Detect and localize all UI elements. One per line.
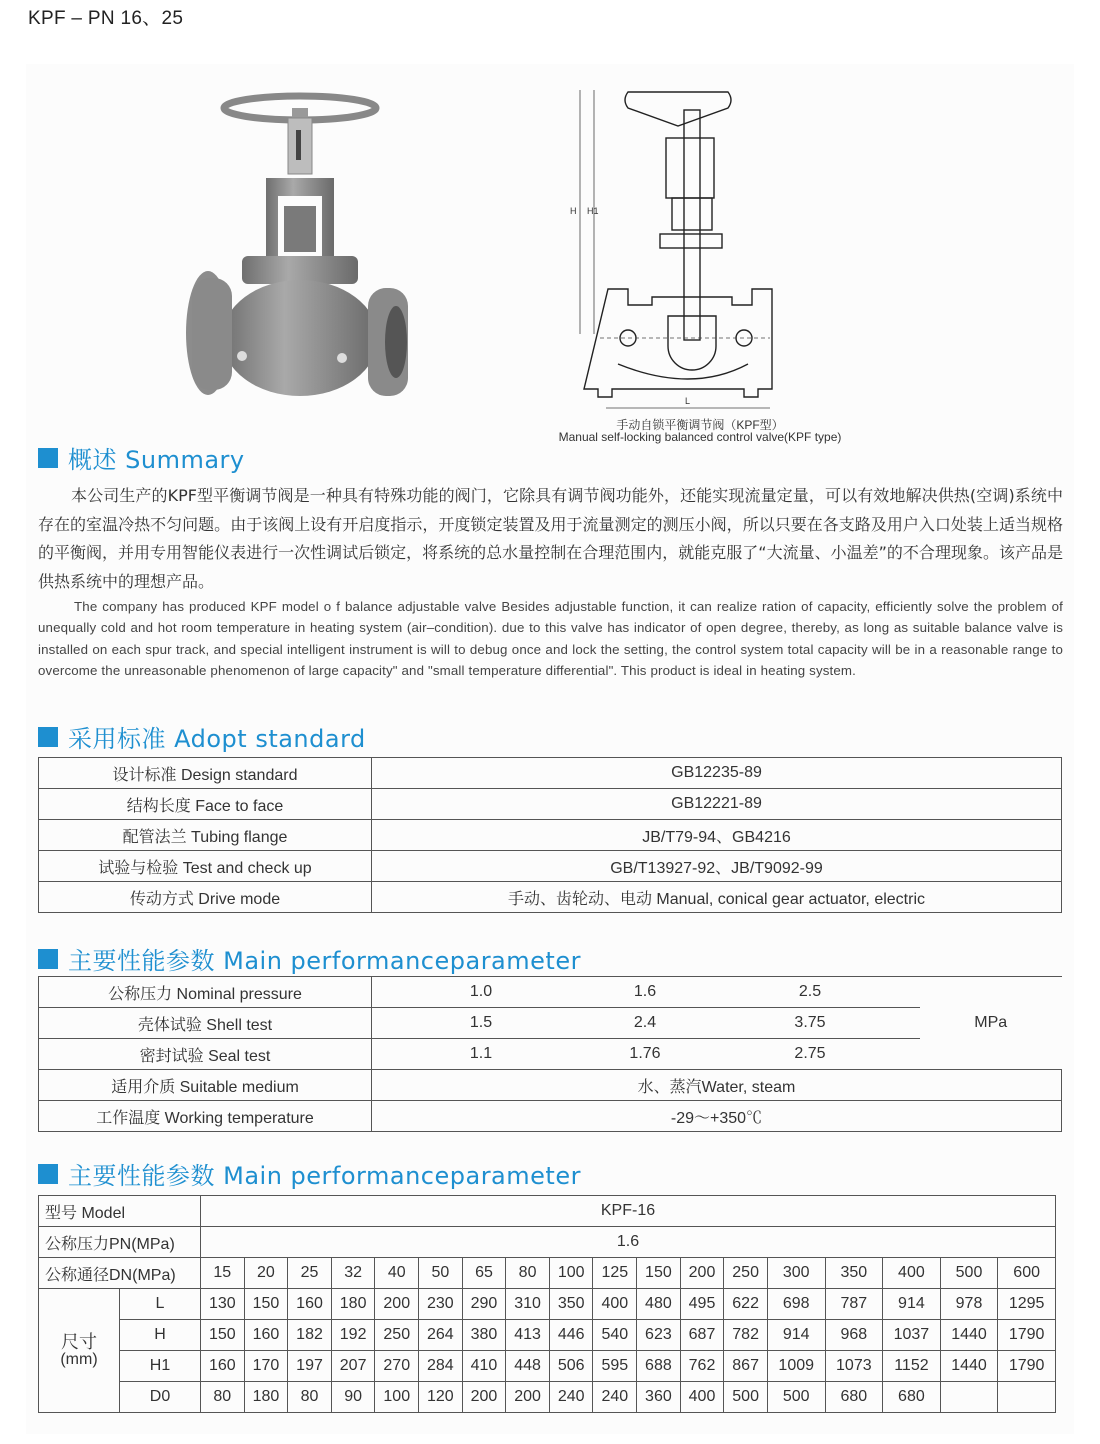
cell-value: JB/T79-94、GB4216	[372, 820, 1062, 851]
table-row	[39, 1196, 1056, 1227]
dimension-value: 1073	[825, 1351, 883, 1382]
valve-drawing	[560, 84, 800, 420]
dimension-value: 160	[288, 1289, 332, 1320]
cell-label: 传动方式 Drive mode	[39, 882, 372, 913]
cell-value: 3.75	[700, 1008, 920, 1039]
dimension-value: 978	[940, 1289, 998, 1320]
summary-cn-text: 本公司生产的KPF型平衡调节阀是一种具有特殊功能的阀门，它除具有调节阀功能外，还能实现流量定量，可以有效地解决供热(空调)系统中存在的室温冷热不匀问题。由于该阀上设有开启度指示，开度锁定装置及用于流量测定的测压小阀，所以只要在各支路及用户入口处装上适当规格的平衡阀，并用专用智能仪表进行一次性调试后锁定，将系统的总水量控制在合理范围内，就能克服了“大流量、小温差”的不合理现象。该产品是供热系统中的理想产品。	[38, 486, 1063, 591]
dimension-value: 698	[767, 1289, 825, 1320]
square-bullet-icon	[38, 949, 58, 969]
dimension-value: 1790	[998, 1320, 1056, 1351]
cell-label: 壳体试验 Shell test	[39, 1008, 372, 1039]
dimension-value: 914	[883, 1289, 941, 1320]
table-row	[39, 1070, 1062, 1101]
table-row	[39, 789, 1062, 820]
dimensions-table	[38, 1195, 1056, 1413]
model-value: KPF-16	[201, 1196, 1056, 1227]
performance-heading-text: 主要性能参数 Main performanceparameter	[68, 947, 581, 975]
table-row	[39, 1320, 1056, 1351]
dimension-value: 200	[462, 1382, 506, 1413]
label-h1: H1	[587, 206, 599, 216]
cell-value: 1.1	[372, 1039, 591, 1070]
dimension-value: 360	[637, 1382, 681, 1413]
cell-value: 手动、齿轮动、电动 Manual, conical gear actuator, electric	[372, 882, 1062, 913]
standard-heading	[38, 719, 366, 754]
dimension-value: 400	[680, 1382, 724, 1413]
dn-label: 公称通径DN(MPa)	[39, 1258, 201, 1289]
cell-value: 1.76	[590, 1039, 700, 1070]
cell-value: GB/T13927-92、JB/T9092-99	[372, 851, 1062, 882]
unit-cell: MPa	[920, 977, 1062, 1070]
cell-value: 1.5	[372, 1008, 591, 1039]
dimension-value: 787	[825, 1289, 883, 1320]
table-row	[39, 1039, 1062, 1070]
dimension-value: 500	[724, 1382, 768, 1413]
dimension-value: 680	[825, 1382, 883, 1413]
standard-table	[38, 757, 1062, 913]
dimension-value: 540	[593, 1320, 637, 1351]
dimension-value: 1037	[883, 1320, 941, 1351]
dimension-value: 1440	[940, 1351, 998, 1382]
dn-cell: 500	[940, 1258, 998, 1289]
dimension-value: 968	[825, 1320, 883, 1351]
cell-label: 适用介质 Suitable medium	[39, 1070, 372, 1101]
dimension-value: 595	[593, 1351, 637, 1382]
dimension-value: 867	[724, 1351, 768, 1382]
cell-value: 1.6	[590, 977, 700, 1008]
dimension-value: 380	[462, 1320, 506, 1351]
dimension-value: 150	[244, 1289, 288, 1320]
dimension-value: 130	[201, 1289, 245, 1320]
cell-label: 密封试验 Seal test	[39, 1039, 372, 1070]
dn-cell: 125	[593, 1258, 637, 1289]
dimension-value: 80	[201, 1382, 245, 1413]
dimension-value: 480	[637, 1289, 681, 1320]
dn-cell: 250	[724, 1258, 768, 1289]
dn-cell: 100	[549, 1258, 593, 1289]
caption-cn: 手动自锁平衡调节阀（KPF型）	[616, 418, 784, 432]
dimension-value: 1009	[767, 1351, 825, 1382]
dimension-value: 160	[244, 1320, 288, 1351]
dimension-value: 410	[462, 1351, 506, 1382]
summary-en-text: The company has produced KPF model o f balance adjustable valve Besides adjustable function, it can realize ration of capacity, efficiently solve the problem of unequally cold and hot room temperature in heating system (air–condition). due to this valve has indicator of open degree, thereby, as long as suitable balance valve is installed on each spur track, and special intelligent instrument is will to debug once and lock the setting, the control system total capacity will be in a reasonable range to overcome the unreasonable phenomenon of large capacity" and "small temperature differential". This product is ideal in heating system.	[38, 599, 1063, 678]
dimension-value: 1152	[883, 1351, 941, 1382]
table-row	[39, 1101, 1062, 1132]
dimension-value: 506	[549, 1351, 593, 1382]
dimension-value: 250	[375, 1320, 419, 1351]
dimension-value: 350	[549, 1289, 593, 1320]
dimension-value: 170	[244, 1351, 288, 1382]
dimension-value: 413	[506, 1320, 550, 1351]
dimension-value: 448	[506, 1351, 550, 1382]
square-bullet-icon	[38, 1164, 58, 1184]
dimension-value: 622	[724, 1289, 768, 1320]
summary-heading-text: 概述 Summary	[68, 446, 245, 474]
table-row	[39, 1008, 1062, 1039]
standard-heading-text: 采用标准 Adopt standard	[68, 725, 366, 753]
dimension-value: 687	[680, 1320, 724, 1351]
dimension-value: 160	[201, 1351, 245, 1382]
dn-cell: 350	[825, 1258, 883, 1289]
dn-cell: 50	[419, 1258, 463, 1289]
dimension-value: 495	[680, 1289, 724, 1320]
table-row	[39, 1258, 1056, 1289]
dn-cell: 150	[637, 1258, 681, 1289]
dimension-value: 782	[724, 1320, 768, 1351]
dn-cell: 25	[288, 1258, 332, 1289]
dn-cell: 300	[767, 1258, 825, 1289]
table-row	[39, 1382, 1056, 1413]
dimension-value: 197	[288, 1351, 332, 1382]
dimension-value: 680	[883, 1382, 941, 1413]
dimension-value: 120	[419, 1382, 463, 1413]
valve-photo	[180, 88, 420, 408]
dimension-value	[998, 1382, 1056, 1413]
dn-cell: 80	[506, 1258, 550, 1289]
dimension-value: 100	[375, 1382, 419, 1413]
dimension-value	[940, 1382, 998, 1413]
dimension-value: 180	[244, 1382, 288, 1413]
dn-cell: 32	[331, 1258, 375, 1289]
dn-cell: 40	[375, 1258, 419, 1289]
cell-label: 公称压力 Nominal pressure	[39, 977, 372, 1008]
dimension-name: H	[120, 1320, 201, 1351]
dn-cell: 20	[244, 1258, 288, 1289]
summary-en	[38, 596, 1063, 681]
pn-label: 公称压力PN(MPa)	[39, 1227, 201, 1258]
square-bullet-icon	[38, 727, 58, 747]
dimension-value: 200	[506, 1382, 550, 1413]
table-row	[39, 1227, 1056, 1258]
table-row	[39, 851, 1062, 882]
cell-label: 配管法兰 Tubing flange	[39, 820, 372, 851]
dimension-value: 762	[680, 1351, 724, 1382]
dimension-value: 400	[593, 1289, 637, 1320]
performance-table	[38, 976, 1062, 1132]
dimension-value: 240	[549, 1382, 593, 1413]
dimension-value: 623	[637, 1320, 681, 1351]
label-l: L	[685, 396, 691, 406]
cell-value: GB12235-89	[372, 758, 1062, 789]
cell-value: 水、蒸汽Water, steam	[372, 1070, 1062, 1101]
table-row	[39, 758, 1062, 789]
dimension-value: 90	[331, 1382, 375, 1413]
size-group-label	[39, 1289, 120, 1413]
dimension-value: 446	[549, 1320, 593, 1351]
page-title: KPF – PN 16、25	[28, 8, 184, 29]
square-bullet-icon	[38, 448, 58, 468]
dimension-value: 688	[637, 1351, 681, 1382]
table-row	[39, 820, 1062, 851]
dimensions-heading-text: 主要性能参数 Main performanceparameter	[68, 1162, 581, 1190]
dimensions-heading	[38, 1156, 581, 1191]
pn-value: 1.6	[201, 1227, 1056, 1258]
dimension-value: 240	[593, 1382, 637, 1413]
cell-value: 2.4	[590, 1008, 700, 1039]
dimension-value: 182	[288, 1320, 332, 1351]
dimension-value: 1790	[998, 1351, 1056, 1382]
group-unit-text: (mm)	[60, 1350, 98, 1368]
dn-cell: 400	[883, 1258, 941, 1289]
cell-value: 2.5	[700, 977, 920, 1008]
dimension-value: 180	[331, 1289, 375, 1320]
table-row	[39, 977, 1062, 1008]
table-row	[39, 1289, 1056, 1320]
dimension-value: 310	[506, 1289, 550, 1320]
dimension-value: 284	[419, 1351, 463, 1382]
dimension-name: L	[120, 1289, 201, 1320]
dimension-value: 500	[767, 1382, 825, 1413]
dimension-value: 1295	[998, 1289, 1056, 1320]
cell-value: -29～+350℃	[372, 1101, 1062, 1132]
dimension-value: 1440	[940, 1320, 998, 1351]
dimension-name: D0	[120, 1382, 201, 1413]
dimension-value: 290	[462, 1289, 506, 1320]
dn-cell: 200	[680, 1258, 724, 1289]
dimension-value: 80	[288, 1382, 332, 1413]
table-row	[39, 1351, 1056, 1382]
dn-cell: 600	[998, 1258, 1056, 1289]
model-label: 型号 Model	[39, 1196, 201, 1227]
summary-heading	[38, 440, 245, 475]
performance-heading	[38, 941, 581, 976]
cell-value: 2.75	[700, 1039, 920, 1070]
cell-label: 试验与检验 Test and check up	[39, 851, 372, 882]
table-row	[39, 882, 1062, 913]
cell-label: 结构长度 Face to face	[39, 789, 372, 820]
cell-label: 工作温度 Working temperature	[39, 1101, 372, 1132]
cell-value: GB12221-89	[372, 789, 1062, 820]
group-label-text: 尺寸	[61, 1331, 97, 1352]
dimension-value: 270	[375, 1351, 419, 1382]
dimension-value: 200	[375, 1289, 419, 1320]
cell-value: 1.0	[372, 977, 591, 1008]
dimension-value: 264	[419, 1320, 463, 1351]
dn-cell: 65	[462, 1258, 506, 1289]
dn-cell: 15	[201, 1258, 245, 1289]
dimension-value: 192	[331, 1320, 375, 1351]
dimension-value: 914	[767, 1320, 825, 1351]
summary-cn	[38, 482, 1063, 596]
cell-label: 设计标准 Design standard	[39, 758, 372, 789]
label-h: H	[570, 206, 577, 216]
caption-en: Manual self-locking balanced control valve(KPF type)	[558, 430, 842, 444]
dimension-value: 230	[419, 1289, 463, 1320]
dimension-value: 150	[201, 1320, 245, 1351]
dimension-value: 207	[331, 1351, 375, 1382]
figure-caption	[470, 419, 930, 443]
dimension-name: H1	[120, 1351, 201, 1382]
